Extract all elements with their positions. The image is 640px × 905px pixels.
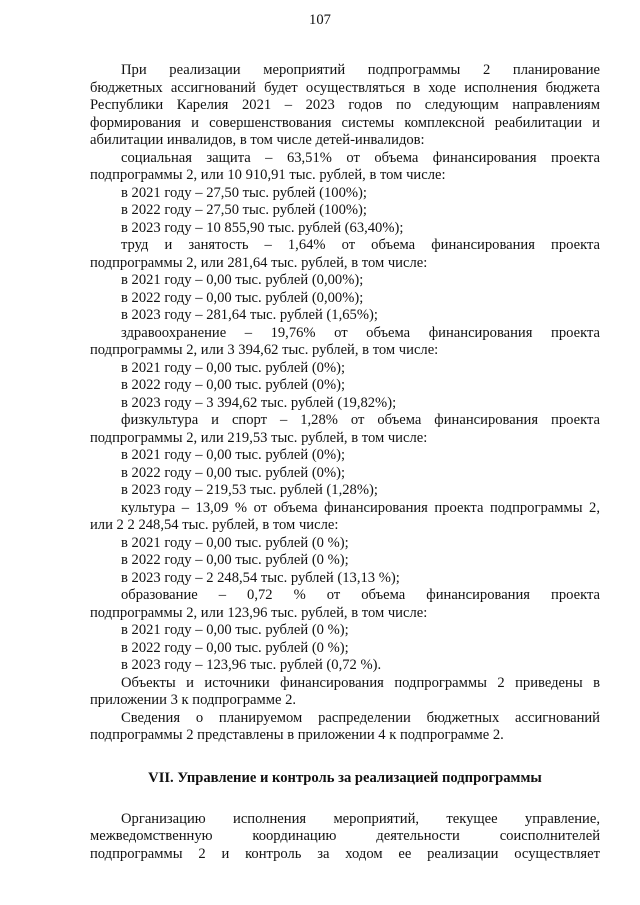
text-line: подпрограммы 2, или 281,64 тыс. рублей, в том числе: <box>90 254 428 271</box>
text-line: подпрограммы 2, или 3 394,62 тыс. рублей, в том числе: <box>90 342 439 358</box>
text-line: бюджетных ассигнований будет осуществляться в ходе исполнения бюджета <box>90 79 600 96</box>
text-line: здравоохранение – 19,76% от объема финансирования проекта <box>121 324 600 341</box>
text-line: труд и занятость – 1,64% от объема финансирования проекта <box>121 237 600 253</box>
year-line: в 2021 году – 0,00 тыс. рублей (0 %); <box>121 622 349 638</box>
text-line: социальная защита – 63,51% от объема финансирования проекта <box>121 149 600 166</box>
text-line: Сведения о планируемом распределении бюджетных ассигнований <box>121 709 600 726</box>
text-line: Организацию исполнения мероприятий, текущее управление, <box>121 810 600 827</box>
year-line: в 2022 году – 0,00 тыс. рублей (0%); <box>121 377 346 393</box>
document-body <box>90 62 600 863</box>
text-line: подпрограммы 2, или 123,96 тыс. рублей, в том числе: <box>90 604 428 621</box>
section-heading: VII. Управление и контроль за реализацией подпрограммы <box>148 769 542 786</box>
final-paragraph <box>90 811 600 864</box>
funding-item-education <box>90 587 600 675</box>
funding-item-sport <box>90 412 600 500</box>
text-line: культура – 13,09 % от объема финансирования проекта подпрограммы 2, <box>121 499 600 516</box>
year-line: в 2021 году – 27,50 тыс. рублей (100%); <box>121 184 367 201</box>
text-line: физкультура и спорт – 1,28% от объема финансирования проекта <box>121 412 600 428</box>
funding-item-social-protection <box>90 150 600 238</box>
text-line: подпрограммы 2, или 219,53 тыс. рублей, в том числе: <box>90 429 428 446</box>
year-line: в 2023 году – 3 394,62 тыс. рублей (19,82%); <box>121 394 397 411</box>
text-line: абилитации инвалидов, в том числе детей-инвалидов: <box>90 132 425 148</box>
text-line: подпрограммы 2 представлены в приложении 4 к подпрограмме 2. <box>90 727 504 743</box>
text-line: формирования и совершенствования системы комплексной реабилитации и <box>90 114 600 131</box>
intro-paragraph <box>90 62 600 150</box>
year-line: в 2023 году – 219,53 тыс. рублей (1,28%); <box>121 482 378 498</box>
text-line: образование – 0,72 % от объема финансирования проекта <box>121 587 600 603</box>
year-line: в 2021 году – 0,00 тыс. рублей (0%); <box>121 447 346 463</box>
text-line: Республики Карелия 2021 – 2023 годов по следующим направлениям <box>90 97 600 113</box>
distribution-paragraph <box>90 710 600 745</box>
year-line: в 2022 году – 0,00 тыс. рублей (0%); <box>121 464 346 481</box>
year-line: в 2021 году – 0,00 тыс. рублей (0 %); <box>121 534 349 551</box>
year-line: в 2023 году – 123,96 тыс. рублей (0,72 %). <box>121 657 382 673</box>
funding-item-healthcare <box>90 325 600 413</box>
year-line: в 2022 году – 27,50 тыс. рублей (100%); <box>121 202 367 218</box>
text-line: подпрограммы 2 и контроль за ходом ее реализации осуществляет <box>90 845 600 862</box>
funding-item-labor <box>90 237 600 325</box>
text-line: подпрограммы 2, или 10 910,91 тыс. рублей, в том числе: <box>90 167 446 183</box>
year-line: в 2023 году – 2 248,54 тыс. рублей (13,13 %); <box>121 569 400 586</box>
text-line: Объекты и источники финансирования подпрограммы 2 приведены в <box>121 674 600 691</box>
text-line: При реализации мероприятий подпрограммы 2 планирование <box>121 62 600 78</box>
objects-paragraph <box>90 675 600 710</box>
text-line: приложении 3 к подпрограмме 2. <box>90 692 297 708</box>
text-line: или 2 2 248,54 тыс. рублей, в том числе: <box>90 517 339 533</box>
year-line: в 2023 году – 281,64 тыс. рублей (1,65%); <box>121 307 378 323</box>
page-number: 107 <box>309 12 331 28</box>
year-line: в 2022 году – 0,00 тыс. рублей (0 %); <box>121 552 349 568</box>
year-line: в 2022 году – 0,00 тыс. рублей (0 %); <box>121 639 349 656</box>
year-line: в 2021 году – 0,00 тыс. рублей (0,00%); <box>121 272 364 288</box>
funding-item-culture <box>90 500 600 588</box>
year-line: в 2023 году – 10 855,90 тыс. рублей (63,40%); <box>121 219 404 236</box>
year-line: в 2022 году – 0,00 тыс. рублей (0,00%); <box>121 289 364 306</box>
year-line: в 2021 году – 0,00 тыс. рублей (0%); <box>121 359 346 376</box>
text-line: межведомственную координацию деятельности соисполнителей <box>90 828 600 844</box>
